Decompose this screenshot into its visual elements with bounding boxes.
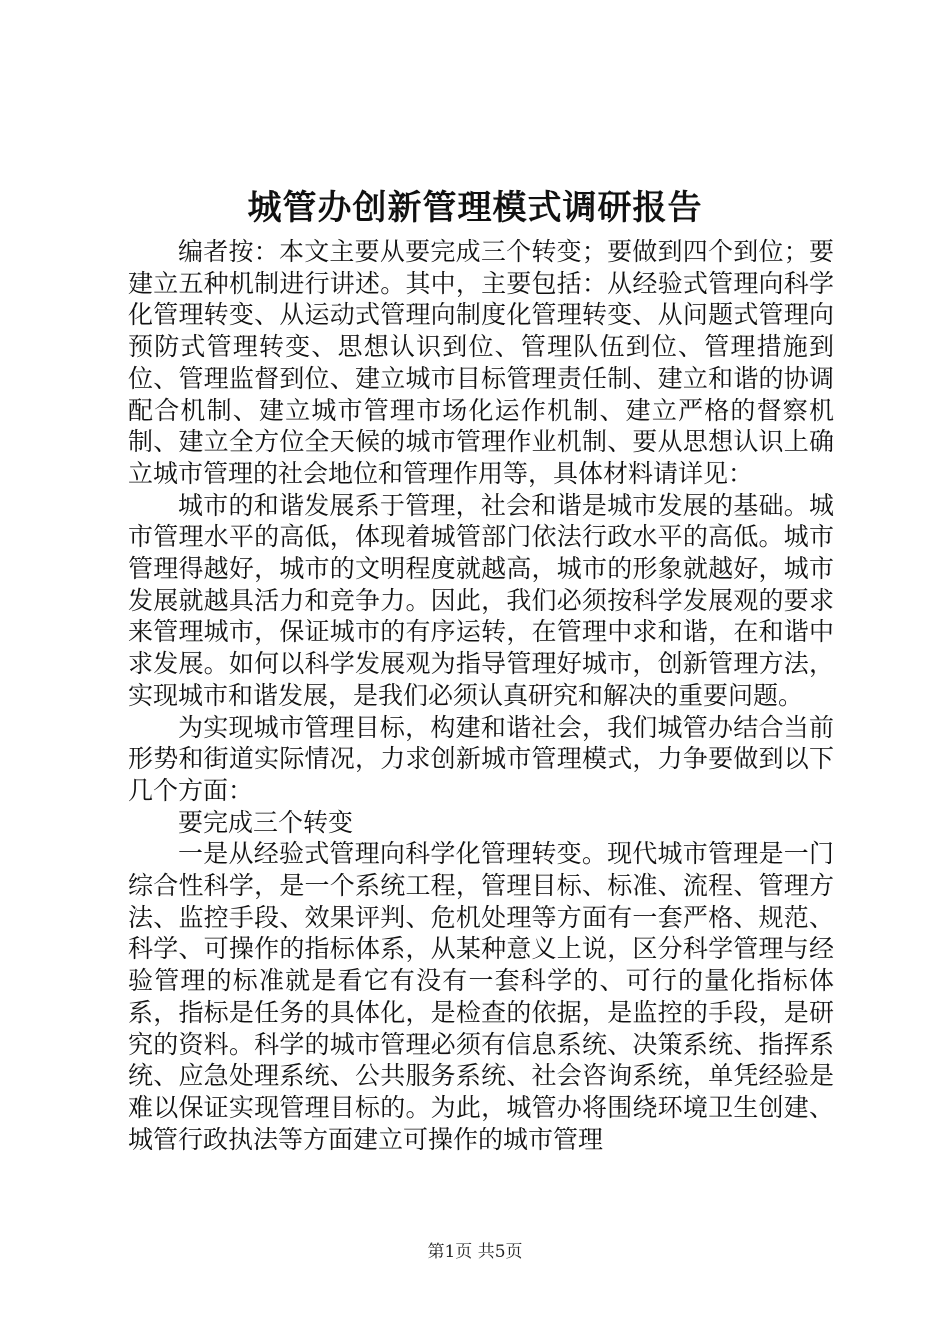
page-number-footer: 第1页 共5页 — [427, 1242, 523, 1262]
paragraph-goals: 为实现城市管理目标，构建和谐社会，我们城管办结合当前形势和街道实际情况，力求创新城市管理模式，力争要做到以下几个方面： — [128, 712, 834, 805]
document-title: 城管办创新管理模式调研报告 — [247, 188, 703, 228]
document-body — [128, 236, 834, 1155]
paragraph-intro: 城市的和谐发展系于管理，社会和谐是城市发展的基础。城市管理水平的高低，体现着城管部门依法行政水平的高低。城市管理得越好，城市的文明程度就越高，城市的形象就越好，城市发展就越具活力和竞争力。因此，我们必须按科学发展观的要求来管理城市，保证城市的有序运转，在管理中求和谐，在和谐中求发展。如何以科学发展观为指导管理好城市，创新管理方法，实现城市和谐发展，是我们必须认真研究和解决的重要问题。 — [128, 490, 834, 710]
section-heading-three-transitions: 要完成三个转变 — [178, 807, 354, 837]
paragraph-first-transition: 一是从经验式管理向科学化管理转变。现代城市管理是一门综合性科学，是一个系统工程，管理目标、标准、流程、管理方法、监控手段、效果评判、危机处理等方面有一套严格、规范、科学、可操作的指标体系，从某种意义上说，区分科学管理与经验管理的标准就是看它有没有一套科学的、可行的量化指标体系，指标是任务的具体化，是检查的依据，是监控的手段，是研究的资料。科学的城市管理必须有信息系统、决策系统、指挥系统、应急处理系统、公共服务系统、社会咨询系统，单凭经验是难以保证实现管理目标的。为此，城管办将围绕环境卫生创建、城管行政执法等方面建立可操作的城市管理 — [128, 839, 834, 1154]
paragraph-editor-note: 编者按：本文主要从要完成三个转变；要做到四个到位；要建立五种机制进行讲述。其中，主要包括：从经验式管理向科学化管理转变、从运动式管理向制度化管理转变、从问题式管理向预防式管理转变、思想认识到位、管理队伍到位、管理措施到位、管理监督到位、建立城市目标管理责任制、建立和谐的协调配合机制、建立城市管理市场化运作机制、建立严格的督察机制、建立全方位全天候的城市管理作业机制、要从思想认识上确立城市管理的社会地位和管理作用等，具体材料请详见： — [128, 237, 834, 488]
